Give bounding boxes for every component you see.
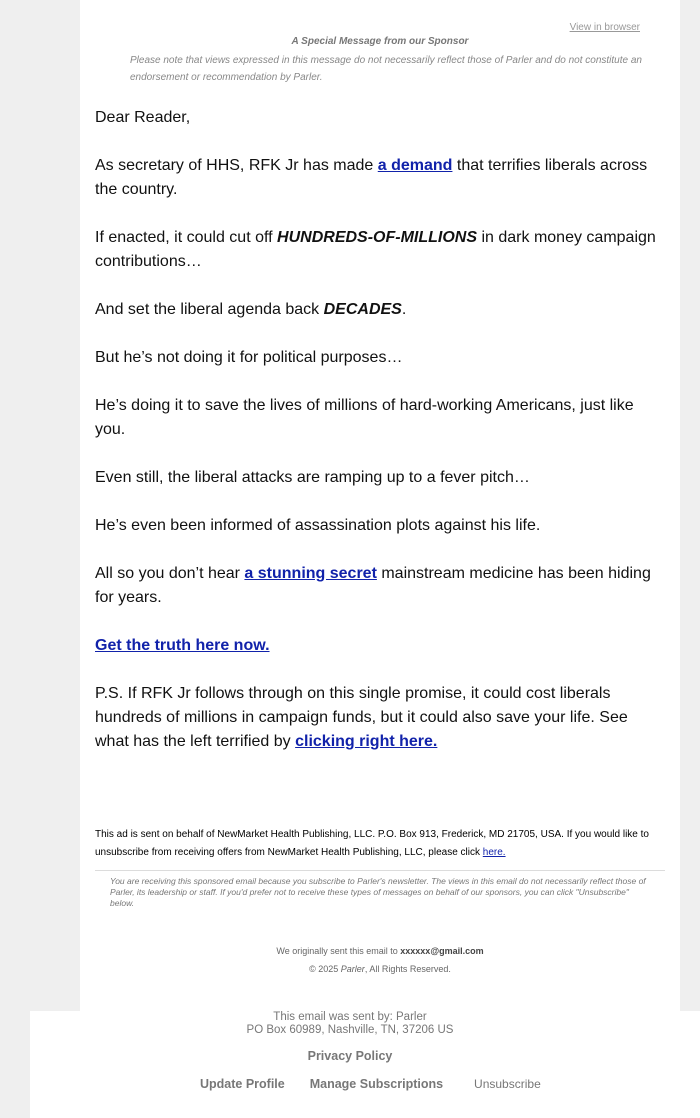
paragraph-8 [95, 562, 665, 610]
copyright-brand: Parler [340, 964, 365, 974]
hundreds-of-millions-emphasis: HUNDREDS-OF-MILLIONS [277, 229, 478, 246]
greeting: Dear Reader, [95, 109, 191, 126]
paragraph-2 [95, 226, 665, 274]
paragraph-6: Even still, the liberal attacks are ramping up to a fever pitch… [95, 469, 530, 486]
paragraph-3 [95, 298, 665, 322]
manage-subscriptions-link[interactable]: Manage Subscriptions [309, 1077, 444, 1091]
sent-to-text: We originally sent this email to [276, 946, 401, 956]
disclaimer-text-2: and do not constitute an endorsement or recommendation by [130, 55, 642, 83]
copyright-prefix: © 2025 [309, 964, 341, 974]
paragraph-1 [95, 154, 665, 202]
update-profile-link[interactable]: Update Profile [200, 1077, 285, 1091]
view-in-browser-link[interactable]: View in browser [569, 22, 640, 33]
stunning-secret-link[interactable]: a stunning secret [244, 565, 377, 582]
sent-by: This email was sent by: Parler [273, 1011, 427, 1023]
sender-address: PO Box 60989, Nashville, TN, 37206 US [246, 1024, 454, 1036]
p3-text-post: . [401, 301, 407, 318]
p1-text-post: that terrifies liberals across the country. [95, 157, 648, 198]
receiving-notice: You are receiving this sponsored email because you subscribe to Parler's newsletter. The views in this email do not necessarily reflect those of Parler, its leadership or staff. If you'd prefer not to receive these types of messages on behalf of our sponsors, you can click "Unsubscribe" below. [110, 876, 646, 908]
email-footer [30, 1011, 700, 1118]
sent-to-line [80, 946, 680, 956]
paragraph-5: He’s doing it to save the lives of millions of hard-working Americans, just like you. [95, 397, 634, 438]
email-card [80, 0, 680, 1011]
unsubscribe-link[interactable]: Unsubscribe [474, 1077, 541, 1091]
clicking-right-here-link[interactable]: clicking right here. [295, 733, 438, 750]
p2-text-post: in dark money campaign contributions… [95, 229, 656, 270]
p3-text-pre: And set the liberal agenda back [95, 301, 324, 318]
letter-body [95, 106, 665, 778]
p8-text-pre: All so you don’t hear [95, 565, 245, 582]
recipient-email: xxxxxx@gmail.com [400, 946, 484, 956]
footer-links [200, 1077, 541, 1091]
ps-text: P.S. If RFK Jr follows through on this single promise, it could cost liberals hundreds of millions in campaign funds, but it could also save your life. See what has the left terrified by [95, 685, 628, 750]
sponsor-disclaimer [130, 52, 650, 86]
cta-paragraph [95, 634, 665, 658]
get-the-truth-link[interactable]: Get the truth here now. [95, 637, 270, 654]
disclaimer-parler-1: Parler [505, 55, 533, 66]
paragraph-7: He’s even been informed of assassination plots against his life. [95, 517, 541, 534]
decades-emphasis: DECADES [323, 301, 402, 318]
disclaimer-parler-2: Parler [293, 72, 320, 83]
p1-text-pre: As secretary of HHS, RFK Jr has made [95, 157, 378, 174]
disclaimer-text-1: Please note that views expressed in this message do not necessarily reflect those of [130, 55, 506, 66]
paragraph-4: But he’s not doing it for political purposes… [95, 349, 403, 366]
sponsor-title: A Special Message from our Sponsor [291, 36, 469, 47]
divider [95, 870, 665, 871]
unsubscribe-here-link[interactable]: here. [482, 847, 506, 858]
advertiser-legal-notice [95, 826, 670, 862]
copyright-suffix: , All Rights Reserved. [364, 964, 451, 974]
copyright [80, 964, 680, 974]
privacy-policy-link[interactable]: Privacy Policy [307, 1049, 393, 1063]
p8-text-post: mainstream medicine has been hiding for years. [95, 565, 651, 606]
a-demand-link[interactable]: a demand [377, 157, 453, 174]
disclaimer-text-3: . [319, 72, 323, 83]
p2-text-pre: If enacted, it could cut off [95, 229, 278, 246]
ps-paragraph [95, 682, 665, 754]
legal-text: This ad is sent on behalf of NewMarket Health Publishing, LLC. P.O. Box 913, Frederick, MD 21705, USA. If you would like to unsubscribe from receiving offers from NewMarket Health Publishing, LLC, please click [95, 829, 649, 858]
